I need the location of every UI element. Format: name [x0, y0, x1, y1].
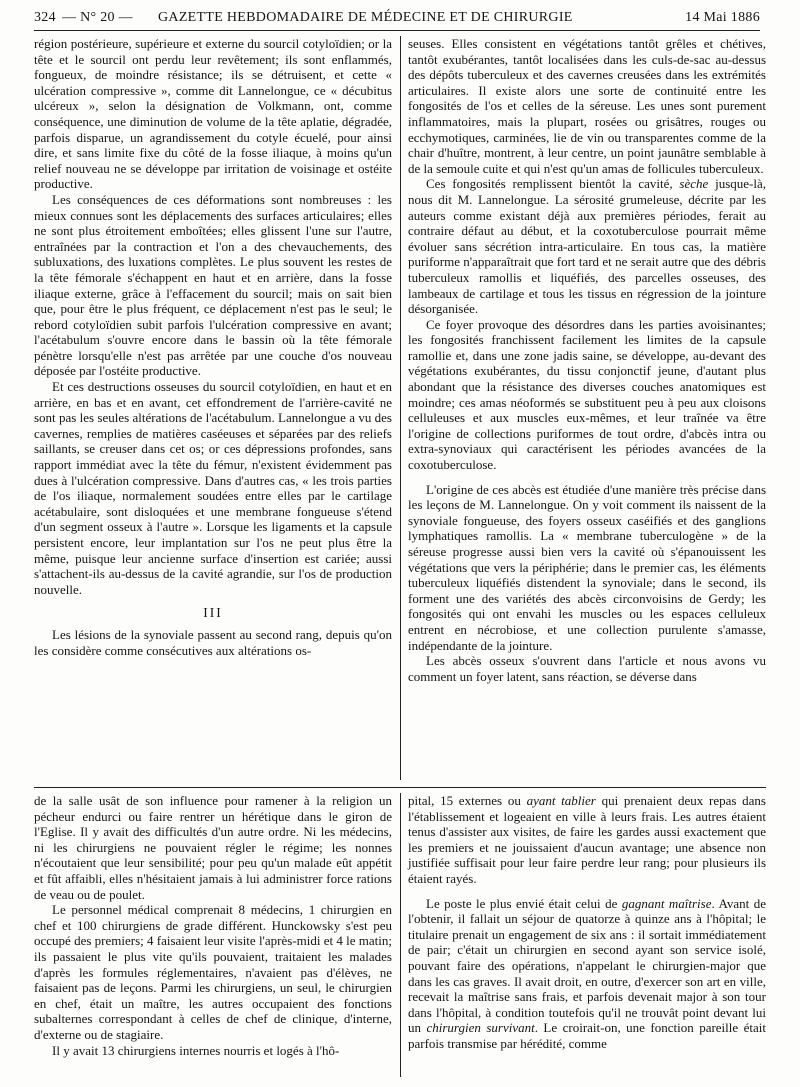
paragraph: Les abcès osseux s'ouvrent dans l'article et nous avons vu comment un foyer latent, sans réaction, se déverse dans [408, 653, 766, 684]
lower-right-column [408, 793, 766, 1052]
feuilleton-rule [34, 787, 766, 788]
paragraph: Ce foyer provoque des désordres dans les parties avoisinantes; les fongosités franchissent facilement les limites de la capsule ramollie et, dans une zone jadis saine, se développe, au-devant des végétations exubérantes, du tissu conjonctif jeune, d'autant plus abondant que la résistance des diverses couches anatomiques est moindre; ces amas néoformés se substituent peu à peu aux cloisons celluleuses et aux muscles eux-mêmes, et leur traînée va être l'origine de collections puriformes de tout ordre, d'abcès intra ou extra-synoviaux qui caractérisent les périodes avancées de la coxotuberculose. [408, 316, 766, 473]
header-rule [34, 30, 760, 31]
paragraph: pital, 15 externes ou ayant tablier qui prenaient deux repas dans l'établissement et logeaient en ville à leurs frais. Les autres étaient tenus d'assister aux visites, de faire les gardes aussi exactement que les premiers et ne jouissaient d'aucun avantage; une absence non justifiée suffisait pour leur faire perdre leur rang; pour plusieurs ils étaient rayés. [408, 793, 766, 886]
paragraph: Les conséquences de ces déformations sont nombreuses : les mieux connues sont les déplacements des surfaces articulaires; elles ne sont plus étroitement emboîtées; elles glissent l'une sur l'autre, entraînées par la contraction et l'on a des chevauchements, des subluxations, des luxations complètes. Le plus souvent les restes de la tête fémorale s'échappent en haut et en arrière, dans la fosse iliaque externe, grâce à l'effacement du sourcil; mais on sait bien que, pour être le plus fréquent, ce déplacement n'est pas le seul; le rebord cotyloïdien subit parfois l'ulcération compressive en avant; l'acétabulum s'ouvre encore dans le bassin où la tête fémorale pénètre lorsqu'elle n'est pas arrêtée par une couche d'os nouveau déposée par l'ostéite productive. [34, 191, 392, 379]
paragraph: Les lésions de la synoviale passent au second rang, depuis qu'on les considère comme consécutives aux altérations os- [34, 626, 392, 658]
emphasis: sèche [679, 176, 709, 192]
paragraph: Ces fongosités remplissent bientôt la cavité, sèche jusque-là, nous dit M. Lannelongue. La sérosité grumeleuse, décrite par les auteurs comme existant déjà aux premières périodes, ferait au contraire défaut au début, et la coxotuberculose pourrait même évoluer sans sécrétion intra-articulaire. En tous cas, la matière puriforme n'apparaîtrait que fort tard et ne serait autre que des débris tuberculeux ramollis et liquéfiés, des parcelles osseuses, des lambeaux de cartilage et tous les tissus en régression de la jointure désorganisée. [408, 176, 766, 317]
emphasis: chirurgien survivant [426, 1020, 535, 1036]
journal-title: GAZETTE HEBDOMADAIRE DE MÉDECINE ET DE CHIRURGIE [158, 10, 573, 25]
page-number: 324 [34, 10, 56, 25]
paragraph: Il y avait 13 chirurgiens internes nourris et logés à l'hô- [52, 1042, 340, 1058]
column-divider [400, 793, 401, 1077]
emphasis: ayant tablier [526, 793, 596, 808]
paragraph: seuses. Elles consistent en végétations tantôt grêles et chétives, tantôt exubérantes, tantôt localisées dans les culs-de-sac au-dessus des dépôts tuberculeux et des cavernes creusées dans les extrémités articulaires. Il existe alors une sorte de continuité entre les fongosités de l'os et celles de la séreuse. Les unes sont purement inflammatoires, mais la plupart, rosées ou grisâtres, rouges ou ecchymotiques, carminées, lie de vin ou transparentes comme de la chair d'huître, montrent, à leur centre, un point jaunâtre semblable à de la semoule cuite et qui n'est qu'un amas de follicules tuberculeux. [408, 36, 766, 176]
issue-date: 14 Mai 1886 [685, 10, 760, 25]
section-heading: III [203, 605, 223, 621]
column-divider [400, 36, 401, 780]
lower-left-column [34, 793, 392, 1058]
page-header [34, 6, 760, 30]
emphasis: gagnant maîtrise [621, 895, 712, 911]
paragraph: de la salle usât de son influence pour ramener à la religion un pécheur endurci ou faire rentrer un hérétique dans le giron de l'Eglise. Il y avait des difficultés d'un autre ordre. Ni les médecins, ni les chirurgiens ne pouvaient régler le régime; les nonnes n'écoutaient que leur sensibilité; pour peu qu'un malade eût appétit et fût affaibli, elles n'hésitaient jamais à lui administrer force rations de veau ou de poulet. [34, 793, 392, 902]
paragraph: Le personnel médical comprenait 8 médecins, 1 chirurgien en chef et 100 chirurgiens de grade différent. Hunckowsky s'est peu occupé des premiers; 4 faisaient leur visite l'après-midi et 4 le matin; ils passaient le plus vite qu'ils pouvaient, traitaient les malades d'après les formules réglementaires, n'avaient pas d'élèves, ne faisaient pas de leçons. Parmi les chirurgiens, un seul, le chirurgien en chef, était un maître, les autres occupaient des fonctions subalternes correspondant à celles de chef de clinique, d'interne, d'externe ou de stagiaire. [34, 902, 392, 1042]
paragraph: L'origine de ces abcès est étudiée d'une manière très précise dans les leçons de M. Lannelongue. On y voit comment ils naissent de la synoviale fongueuse, des foyers osseux caséifiés et des ganglions lymphatiques ramollis. La « membrane tuberculogène » de la séreuse progresse aussi bien vers la cavité où s'épanouissent les végétations que vers la périphérie; dans le premier cas, les éléments tuberculeux liquéfiés distendent la synoviale; dans le second, ils forment une des variétés des abcès circonvoisins de Gerdy; les fongosités qui ont envahi les muscles ou les espaces celluleux entrent en nécrobiose, et une collection purulente s'amasse, indépendante de la jointure. [408, 481, 766, 653]
paragraph: Et ces destructions osseuses du sourcil cotyloïdien, en haut et en arrière, en bas et en avant, cet effondrement de l'arrière-cavité ne sont pas les seules altérations de l'acétabulum. Lannelongue a vu des cavernes, remplies de matières caséeuses et séparées par des reliefs saillants, se creuser dans cet os; or ces dépressions profondes, sans rapport immédiat avec la tête du fémur, n'existent évidemment pas dues à l'ulcération compressive. Dans d'autres cas, « les trois parties de l'os iliaque, normalement soudées entre elles par le cartilage acétabulaire, sont disloquées et une membrane fongueuse s'étend d'un segment osseux à l'autre ». Lorsque les ligaments et la capsule persistent encore, leur implantation sur l'os ne peut plus être la même, puisque leur ancienne surface d'insertion est cariée; aussi s'attachent-ils au-dessus de la cavité agrandie, sur l'os de production nouvelle. [34, 379, 392, 597]
paragraph: région postérieure, supérieure et externe du sourcil cotyloïdien; or la tête et le sourcil ont perdu leur revêtement; ils sont enflammés, fongueux, de moindre résistance; ils se détruisent, et cette « ulcération compressive », comme dit Lannelongue, ce « décubitus ulcéreux », selon la désignation de Volkmann, ont, comme conséquence, une diminution de volume de la tête aplatie, dégradée, parfois disparue, un agrandissement du cotyle écuelé, pour ainsi dire, et sans limite fixe du côté de la fosse iliaque, à moins qu'un relief nouveau ne se développe par irritation de voisinage et ostéite productive. [34, 36, 392, 192]
issue-number: — N° 20 — [62, 10, 133, 25]
upper-right-column [408, 36, 766, 684]
paragraph: Le poste le plus envié était celui de gagnant maîtrise. Avant de l'obtenir, il fallait un séjour de quatorze à quinze ans à l'hôpital; le titulaire prenait un engagement de six ans : il sortait immédiatement de pair; c'était un chirurgien en second ayant son service isolé, pouvant faire des opérations, n'appelant le chirurgien-major que dans les cas graves. Il avait droit, en outre, d'exercer son art en ville, recevait la maîtrise sans frais, et parfois devenait major à son tour dans l'hôpital, à condition toutefois qu'il ne trouvât point devant lui un chirurgien survivant. Le croirait-on, une fonction pareille était parfois transmise par hérédité, comme [408, 895, 767, 1051]
upper-left-column [34, 36, 392, 658]
